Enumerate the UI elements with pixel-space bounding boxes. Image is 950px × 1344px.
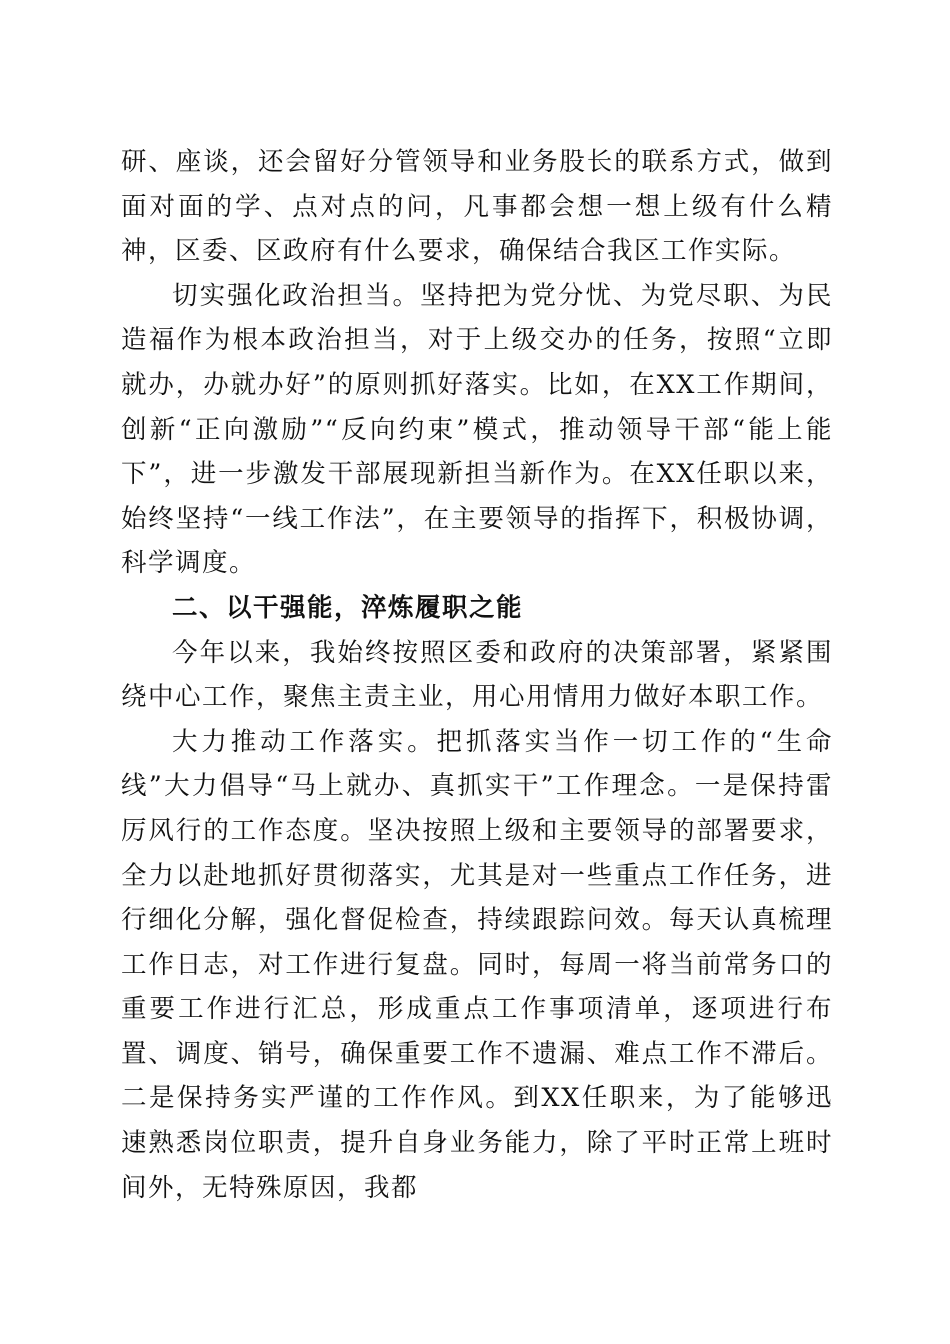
paragraph-political-responsibility: 切实强化政治担当。坚持把为党分忧、为党尽职、为民造福作为根本政治担当，对于上级交办的任务，按照“立即就办，办就办好”的原则抓好落实。比如，在XX工作期间，创新“正向激励”“反向约束”模式，推动领导干部“能上能下”，进一步激发干部展现新担当新作为。在XX任职以来，始终坚持“一线工作法”，在主要领导的指挥下，积极协调，科学调度。 bbox=[121, 280, 833, 579]
paragraph-intro: 今年以来，我始终按照区委和政府的决策部署，紧紧围绕中心工作，聚焦主责主业，用心用情用力做好本职工作。 bbox=[121, 637, 833, 713]
paragraph-continuation: 研、座谈，还会留好分管领导和业务股长的联系方式，做到面对面的学、点对点的问，凡事都会想一想上级有什么精神，区委、区政府有什么要求，确保结合我区工作实际。 bbox=[121, 147, 833, 267]
section-heading: 二、以干强能，淬炼履职之能 bbox=[172, 592, 524, 623]
document-body bbox=[121, 140, 833, 1210]
paragraph-work-implementation: 大力推动工作落实。把抓落实当作一切工作的“生命线”大力倡导“马上就办、真抓实干”工作理念。一是保持雷厉风行的工作态度。坚决按照上级和主要领导的部署要求，全力以赴地抓好贯彻落实，尤其是对一些重点工作任务，进行细化分解，强化督促检查，持续跟踪问效。每天认真梳理工作日志，对工作进行复盘。同时，每周一将当前常务口的重要工作进行汇总，形成重点工作事项清单，逐项进行布置、调度、销号，确保重要工作不遗漏、难点工作不滞后。二是保持务实严谨的工作作风。到XX任职来，为了能够迅速熟悉岗位职责，提升自身业务能力，除了平时正常上班时间外，无特殊原因，我都 bbox=[121, 726, 833, 1203]
